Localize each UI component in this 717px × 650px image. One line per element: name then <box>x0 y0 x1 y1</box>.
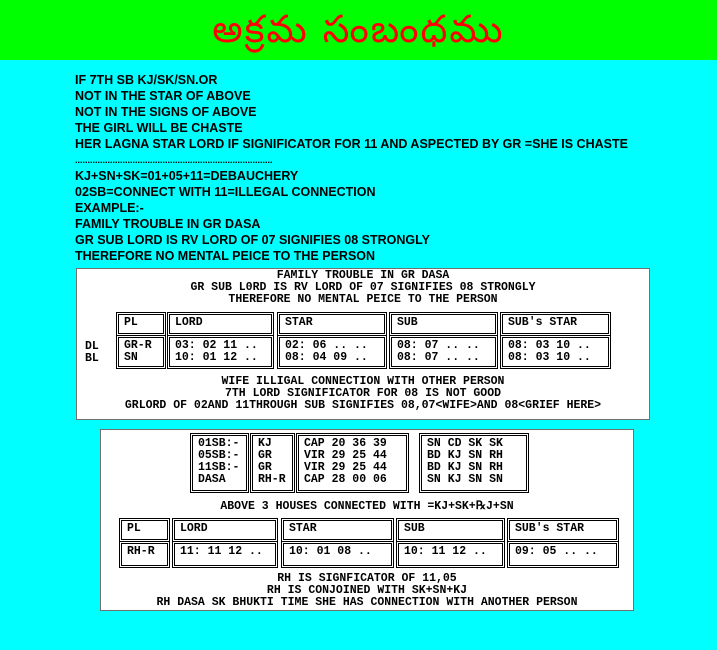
row-labels: DL BL <box>85 340 99 365</box>
cell-planet: RH-R <box>119 541 170 568</box>
cell-lord: 03: 02 11 .. 10: 01 12 .. <box>167 335 274 369</box>
panel-footer-line: WIFE ILLIGAL CONNECTION WITH OTHER PERSON <box>221 375 505 388</box>
column-header-pl: PL <box>116 312 166 336</box>
panel-header-line: GR SUB L0RD IS RV LORD OF 07 SIGNIFIES 08 STRONGLY <box>190 281 536 294</box>
column-header-subs-star: SUB's STAR <box>500 312 611 336</box>
sb-signs: SN CD SK SK BD KJ SN RH BD KJ SN RH SN KJ SN SN <box>419 433 529 493</box>
sb-labels: 01SB:- 05SB:- 11SB:- DASA <box>190 433 249 493</box>
panel-footer-line: RH DASA SK BHUKTI TIME SHE HAS CONNECTION WITH ANOTHER PERSON <box>156 596 578 609</box>
page-title: అక్రమ సంబంధము <box>212 7 505 51</box>
cell-planet: GR-R SN <box>116 335 166 369</box>
panel-footer-line: RH IS SIGNFICATOR OF 11,05 <box>277 572 457 585</box>
dotted-separator: ............................................................................... <box>75 155 273 165</box>
connected-houses-line: ABOVE 3 HOUSES CONNECTED WITH =KJ+SK+℞J+SN <box>220 500 514 513</box>
example-chart-panel-1 <box>76 268 650 420</box>
column-header-star: STAR <box>277 312 387 336</box>
text-line: HER LAGNA STAR LORD IF SIGNIFICATOR FOR 11 AND ASPECTED BY GR =SHE IS CHASTE <box>75 137 628 151</box>
title-banner <box>0 0 717 60</box>
text-line: IF 7TH SB KJ/SK/SN.OR <box>75 73 218 87</box>
column-header-lord: LORD <box>167 312 274 336</box>
column-header-lord: LORD <box>172 518 278 542</box>
sb-planets: KJ GR GR RH-R <box>250 433 295 493</box>
example-chart-panel-2 <box>100 429 634 611</box>
cell-subs-star: 08: 03 10 .. 08: 03 10 .. <box>500 335 611 369</box>
text-line: THE GIRL WILL BE CHASTE <box>75 121 243 135</box>
panel-footer-line: GRLORD OF 02AND 11THROUGH SUB SIGNIFIES 08,07<WIFE>AND 08<GRIEF HERE> <box>124 399 602 412</box>
panel-footer-line: RH IS CONJOINED WITH SK+SN+KJ <box>266 584 468 597</box>
text-line: NOT IN THE SIGNS OF ABOVE <box>75 105 257 119</box>
text-line: KJ+SN+SK=01+05+11=DEBAUCHERY <box>75 169 299 183</box>
cell-star: 10: 01 08 .. <box>281 541 394 568</box>
column-header-star: STAR <box>281 518 394 542</box>
column-header-pl: PL <box>119 518 170 542</box>
cell-star: 02: 06 .. .. 08: 04 09 .. <box>277 335 387 369</box>
text-line: NOT IN THE STAR OF ABOVE <box>75 89 251 103</box>
cell-lord: 11: 11 12 .. <box>172 541 278 568</box>
cell-sub: 08: 07 .. .. 08: 07 .. .. <box>389 335 498 369</box>
cell-sub: 10: 11 12 .. <box>396 541 505 568</box>
panel-header-line: THEREFORE NO MENTAL PEICE TO THE PERSON <box>228 293 498 306</box>
sb-positions: CAP 20 36 39 VIR 29 25 44 VIR 29 25 44 CAP 28 00 06 <box>296 433 409 493</box>
text-line: FAMILY TROUBLE IN GR DASA <box>75 217 261 231</box>
intro-text <box>75 72 695 264</box>
column-header-sub: SUB <box>396 518 505 542</box>
text-line: EXAMPLE:- <box>75 201 144 215</box>
text-line: GR SUB LORD IS RV LORD OF 07 SIGNIFIES 08 STRONGLY <box>75 233 430 247</box>
cell-subs-star: 09: 05 .. .. <box>507 541 619 568</box>
panel-footer-line: 7TH LORD SIGNIFICATOR FOR 08 IS NOT GOOD <box>224 387 502 400</box>
column-header-sub: SUB <box>389 312 498 336</box>
text-line: THEREFORE NO MENTAL PEICE TO THE PERSON <box>75 249 376 263</box>
text-line: 02SB=CONNECT WITH 11=ILLEGAL CONNECTION <box>75 185 376 199</box>
panel-header-line: FAMILY TROUBLE IN GR DASA <box>276 269 450 282</box>
column-header-subs-star: SUB's STAR <box>507 518 619 542</box>
